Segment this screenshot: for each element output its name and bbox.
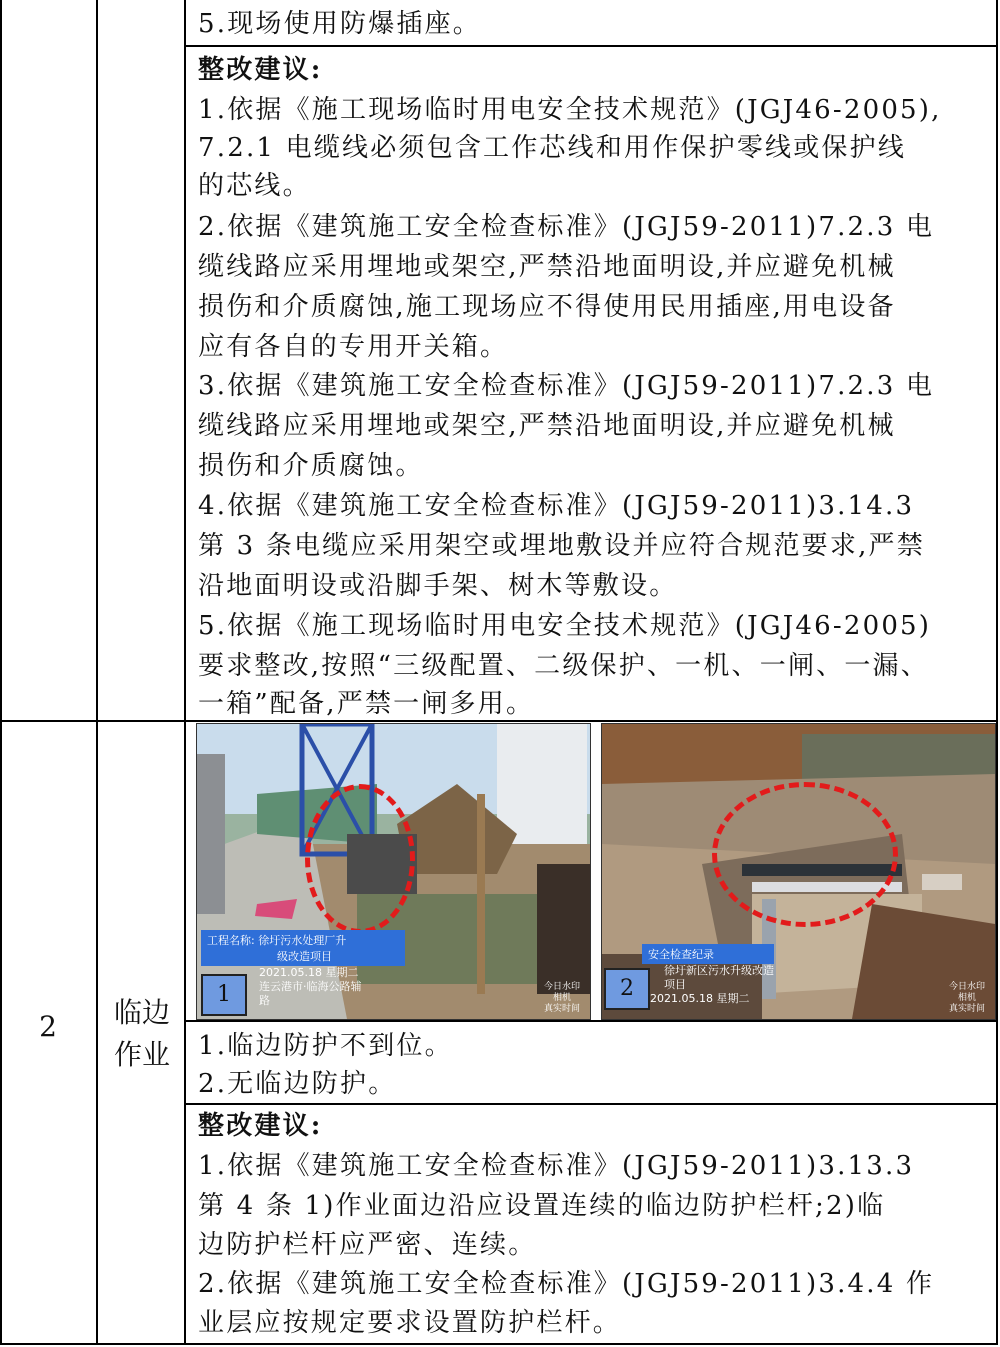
advice-line: 2.依据《建筑施工安全检查标准》(JGJ59-2011)3.4.4 作: [198, 1269, 935, 1299]
photo-number-badge: 2: [604, 968, 650, 1010]
cell-divider-issue-advice: [184, 45, 998, 47]
advice-line: 业层应按规定要求设置防护栏杆。: [198, 1308, 622, 1338]
advice-line: 5.依据《施工现场临时用电安全技术规范》(JGJ46-2005): [198, 611, 932, 641]
photo-caption-project: 项目: [664, 978, 686, 991]
watermark: 今日水印 相机 真实时间: [543, 982, 580, 1014]
advice-line: 1.依据《施工现场临时用电安全技术规范》(JGJ46-2005),: [198, 95, 942, 125]
column-divider-1: [96, 0, 98, 1345]
advice-line: 要求整改,按照“三级配置、二级保护、一机、一闸、一漏、: [198, 651, 929, 681]
advice-line: 损伤和介质腐蚀,施工现场应不得使用民用插座,用电设备: [198, 292, 896, 322]
advice-line: 的芯线。: [198, 171, 311, 201]
table-border-bottom: [0, 1343, 998, 1345]
issue-line: 1.临边防护不到位。: [198, 1031, 453, 1061]
photo-caption-location: 连云港市·临海公路辅: [259, 980, 362, 993]
advice-heading: 整改建议:: [198, 55, 323, 85]
advice-line: 一箱”配备,严禁一闸多用。: [198, 689, 535, 719]
watermark: 今日水印 相机 真实时间: [948, 982, 985, 1014]
column-divider-2: [184, 0, 186, 1345]
row-number: 2: [39, 1010, 57, 1043]
advice-heading: 整改建议:: [198, 1111, 323, 1141]
category-line: 作业: [113, 1038, 170, 1071]
advice-line: 7.2.1 电缆线必须包含工作芯线和用作保护零线或保护线: [198, 133, 907, 163]
hazard-marker: [712, 782, 898, 927]
category-line: 临边: [113, 996, 170, 1029]
row-category: [98, 992, 186, 1076]
photo-caption-date: 2021.05.18 星期二: [650, 992, 750, 1005]
advice-line: 损伤和介质腐蚀。: [198, 451, 424, 481]
table-border-left: [0, 0, 2, 1345]
issue-line: 2.无临边防护。: [198, 1069, 397, 1099]
hazard-marker: [305, 784, 415, 934]
photo-caption-project: 工程名称: 徐圩污水处理厂升 级改造项目: [201, 930, 405, 966]
advice-line: 2.依据《建筑施工安全检查标准》(JGJ59-2011)7.2.3 电: [198, 212, 935, 242]
advice-line: 沿地面明设或沿脚手架、树木等敷设。: [198, 571, 678, 601]
issue-line: 5.现场使用防爆插座。: [198, 9, 482, 39]
photo-caption-project: 徐圩新区污水升级改造: [664, 964, 774, 977]
photo-caption-banner: 安全检查纪录: [642, 944, 774, 964]
advice-line: 边防护栏杆应严密、连续。: [198, 1230, 537, 1260]
site-photo-2: [601, 723, 996, 1020]
advice-line: 1.依据《建筑施工安全检查标准》(JGJ59-2011)3.13.3: [198, 1151, 915, 1181]
cell-divider-photos: [184, 1020, 998, 1022]
photo-caption-date: 2021.05.18 星期二: [259, 966, 359, 979]
advice-line: 第 4 条 1)作业面边沿应设置连续的临边防护栏杆;2)临: [198, 1191, 886, 1221]
advice-line: 第 3 条电缆应采用架空或埋地敷设并应符合规范要求,严禁: [198, 531, 925, 561]
site-photo-1: [196, 723, 591, 1020]
advice-line: 3.依据《建筑施工安全检查标准》(JGJ59-2011)7.2.3 电: [198, 371, 935, 401]
advice-line: 应有各自的专用开关箱。: [198, 332, 509, 362]
photo-caption-location: 路: [259, 994, 270, 1007]
table-border-right: [996, 0, 998, 1345]
advice-line: 缆线路应采用埋地或架空,严禁沿地面明设,并应避免机械: [198, 252, 896, 282]
advice-line: 缆线路应采用埋地或架空,严禁沿地面明设,并应避免机械: [198, 411, 896, 441]
advice-line: 4.依据《建筑施工安全检查标准》(JGJ59-2011)3.14.3: [198, 491, 915, 521]
photo-number-badge: 1: [201, 974, 247, 1016]
